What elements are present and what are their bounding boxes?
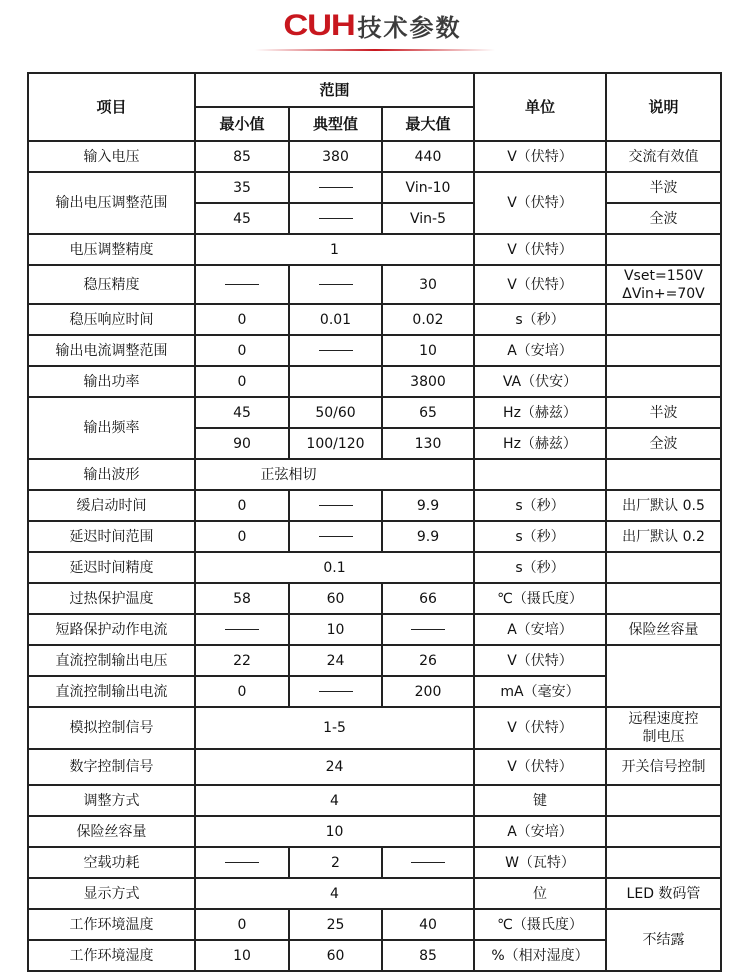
table-row	[28, 645, 721, 676]
note-line: 远程速度控	[628, 711, 699, 727]
cell-item: 直流控制输出电流	[28, 676, 195, 707]
cell-max: 30	[382, 265, 474, 304]
cell-unit: s（秒）	[474, 552, 606, 583]
table-row	[28, 909, 721, 940]
table-row	[28, 614, 721, 645]
col-header-typ: 典型值	[289, 107, 382, 141]
cell-typ: 60	[289, 583, 382, 614]
table-header-row	[28, 73, 721, 107]
cell-item: 短路保护动作电流	[28, 614, 195, 645]
table-row	[28, 490, 721, 521]
cell-note: 半波	[606, 172, 721, 203]
cell-item: 直流控制输出电压	[28, 645, 195, 676]
cell-unit: s（秒）	[474, 304, 606, 335]
cell-note	[606, 459, 721, 490]
cell-max: 26	[382, 645, 474, 676]
cell-note	[606, 552, 721, 583]
table-row	[28, 583, 721, 614]
cell-min: 0	[195, 304, 289, 335]
cell-note: 交流有效值	[606, 141, 721, 172]
cell-max: 440	[382, 141, 474, 172]
cell-unit: VA（伏安）	[474, 366, 606, 397]
cell-unit: V（伏特）	[474, 707, 606, 749]
cell-note	[606, 816, 721, 847]
cell-item: 数字控制信号	[28, 749, 195, 785]
cell-item: 稳压精度	[28, 265, 195, 304]
cell-unit: V（伏特）	[474, 234, 606, 265]
cell-min: 0	[195, 335, 289, 366]
cell-item: 延迟时间精度	[28, 552, 195, 583]
cell-unit: Hz（赫兹）	[474, 428, 606, 459]
cell-max	[382, 614, 474, 645]
table-row	[28, 172, 721, 203]
cell-item: 缓启动时间	[28, 490, 195, 521]
cell-max: 66	[382, 583, 474, 614]
cell-range: 1-5	[195, 707, 474, 749]
cell-unit: W（瓦特）	[474, 847, 606, 878]
cell-unit: ℃（摄氏度）	[474, 583, 606, 614]
table-row	[28, 335, 721, 366]
cell-max: 200	[382, 676, 474, 707]
note-line: ΔVin+=70V	[622, 285, 705, 302]
cell-note	[606, 234, 721, 265]
cell-note	[606, 335, 721, 366]
cell-unit: mA（毫安）	[474, 676, 606, 707]
cell-note: 全波	[606, 203, 721, 234]
table-row	[28, 749, 721, 785]
table-row	[28, 304, 721, 335]
cell-note	[606, 645, 721, 707]
cell-typ: 60	[289, 940, 382, 971]
cell-note	[606, 304, 721, 335]
dash-mark	[319, 187, 353, 188]
cell-unit: 位	[474, 878, 606, 909]
dash-mark	[319, 284, 353, 285]
cell-min: 0	[195, 490, 289, 521]
dash-mark	[319, 691, 353, 692]
cell-note	[606, 785, 721, 816]
table-row	[28, 552, 721, 583]
cell-note	[606, 583, 721, 614]
cell-item: 工作环境湿度	[28, 940, 195, 971]
table-row	[28, 878, 721, 909]
cell-range: 4	[195, 785, 474, 816]
cell-item: 输出功率	[28, 366, 195, 397]
title-underline	[255, 49, 495, 51]
cell-min: 0	[195, 366, 289, 397]
cell-max: 0.02	[382, 304, 474, 335]
cell-max: 10	[382, 335, 474, 366]
cell-max: Vin-5	[382, 203, 474, 234]
cell-max: 3800	[382, 366, 474, 397]
cell-item: 调整方式	[28, 785, 195, 816]
cell-typ: 2	[289, 847, 382, 878]
cell-note: LED 数码管	[606, 878, 721, 909]
cell-unit: A（安培）	[474, 335, 606, 366]
cell-typ: 380	[289, 141, 382, 172]
col-header-range: 范围	[195, 73, 474, 107]
cell-min	[195, 265, 289, 304]
cell-unit: ℃（摄氏度）	[474, 909, 606, 940]
dash-mark	[411, 862, 445, 863]
col-header-unit: 单位	[474, 73, 606, 141]
page-header	[0, 0, 749, 60]
cell-min: 85	[195, 141, 289, 172]
cell-min: 58	[195, 583, 289, 614]
cell-unit: Hz（赫兹）	[474, 397, 606, 428]
cell-note	[606, 847, 721, 878]
col-header-item: 项目	[28, 73, 195, 141]
col-header-min: 最小值	[195, 107, 289, 141]
col-header-note: 说明	[606, 73, 721, 141]
table-row	[28, 397, 721, 428]
table-row	[28, 234, 721, 265]
cell-min: 0	[195, 676, 289, 707]
table-row	[28, 707, 721, 749]
cell-item: 输入电压	[28, 141, 195, 172]
dash-mark	[319, 350, 353, 351]
cell-unit: V（伏特）	[474, 645, 606, 676]
cell-note	[606, 366, 721, 397]
cell-max	[382, 847, 474, 878]
cell-item: 模拟控制信号	[28, 707, 195, 749]
cell-min	[195, 847, 289, 878]
cell-typ: 24	[289, 645, 382, 676]
cell-min: 0	[195, 521, 289, 552]
cell-item: 保险丝容量	[28, 816, 195, 847]
cell-note: 全波	[606, 428, 721, 459]
cell-typ	[289, 521, 382, 552]
cell-note	[606, 707, 721, 749]
cell-unit: A（安培）	[474, 816, 606, 847]
cell-note: 出厂默认 0.5	[606, 490, 721, 521]
cell-item: 工作环境温度	[28, 909, 195, 940]
cell-typ: 10	[289, 614, 382, 645]
cell-unit: V（伏特）	[474, 749, 606, 785]
cell-max: 9.9	[382, 490, 474, 521]
cell-range	[195, 459, 474, 490]
cell-note: 半波	[606, 397, 721, 428]
table-row	[28, 459, 721, 490]
cell-note	[606, 265, 721, 304]
cell-typ	[289, 172, 382, 203]
cell-max: 9.9	[382, 521, 474, 552]
title-block	[0, 8, 749, 43]
cell-typ: 100/120	[289, 428, 382, 459]
cell-item: 稳压响应时间	[28, 304, 195, 335]
cell-max: Vin-10	[382, 172, 474, 203]
cell-max: 85	[382, 940, 474, 971]
note-line: 制电压	[642, 729, 685, 745]
cell-range: 10	[195, 816, 474, 847]
cell-unit: 键	[474, 785, 606, 816]
cell-typ	[289, 366, 382, 397]
cell-min: 45	[195, 203, 289, 234]
table-row	[28, 785, 721, 816]
cell-range: 24	[195, 749, 474, 785]
cell-unit: V（伏特）	[474, 141, 606, 172]
cell-item: 输出波形	[28, 459, 195, 490]
cell-item: 输出电压调整范围	[28, 172, 195, 234]
cell-min: 10	[195, 940, 289, 971]
dash-mark	[319, 505, 353, 506]
cell-item: 延迟时间范围	[28, 521, 195, 552]
dash-mark	[225, 284, 259, 285]
cell-max: 40	[382, 909, 474, 940]
cell-typ	[289, 265, 382, 304]
cell-unit: s（秒）	[474, 521, 606, 552]
cell-note: 出厂默认 0.2	[606, 521, 721, 552]
table-row	[28, 847, 721, 878]
spec-table	[27, 72, 722, 972]
dash-mark	[411, 629, 445, 630]
dash-mark	[319, 218, 353, 219]
cell-typ	[289, 203, 382, 234]
cell-typ: 0.01	[289, 304, 382, 335]
cell-typ: 25	[289, 909, 382, 940]
cell-min: 90	[195, 428, 289, 459]
cell-item: 显示方式	[28, 878, 195, 909]
cell-unit	[474, 459, 606, 490]
cell-typ	[289, 490, 382, 521]
cell-min: 35	[195, 172, 289, 203]
cell-unit: V（伏特）	[474, 265, 606, 304]
cell-item: 空载功耗	[28, 847, 195, 878]
dash-mark	[225, 629, 259, 630]
cell-typ: 50/60	[289, 397, 382, 428]
table-row	[28, 521, 721, 552]
range-text: 正弦相切	[260, 466, 317, 483]
cell-range: 4	[195, 878, 474, 909]
cell-max: 65	[382, 397, 474, 428]
cell-min: 0	[195, 909, 289, 940]
cell-min	[195, 614, 289, 645]
cell-min: 45	[195, 397, 289, 428]
cell-item: 过热保护温度	[28, 583, 195, 614]
cell-note: 保险丝容量	[606, 614, 721, 645]
dash-mark	[319, 536, 353, 537]
dash-mark	[225, 862, 259, 863]
cell-range: 1	[195, 234, 474, 265]
cell-note: 开关信号控制	[606, 749, 721, 785]
cell-item: 电压调整精度	[28, 234, 195, 265]
cell-unit: %（相对湿度）	[474, 940, 606, 971]
cell-range: 0.1	[195, 552, 474, 583]
table-row	[28, 265, 721, 304]
col-header-max: 最大值	[382, 107, 474, 141]
cell-typ	[289, 335, 382, 366]
cell-min: 22	[195, 645, 289, 676]
table-row	[28, 141, 721, 172]
brand-logo: CUH	[282, 8, 355, 42]
cell-typ	[289, 676, 382, 707]
cell-item: 输出频率	[28, 397, 195, 459]
page-title: 技术参数	[357, 14, 462, 42]
cell-item: 输出电流调整范围	[28, 335, 195, 366]
cell-unit: A（安培）	[474, 614, 606, 645]
cell-unit: s（秒）	[474, 490, 606, 521]
cell-unit: V（伏特）	[474, 172, 606, 234]
table-row	[28, 816, 721, 847]
cell-note: 不结露	[606, 909, 721, 971]
cell-max: 130	[382, 428, 474, 459]
table-row	[28, 366, 721, 397]
note-line: Vset=150V	[623, 267, 703, 284]
